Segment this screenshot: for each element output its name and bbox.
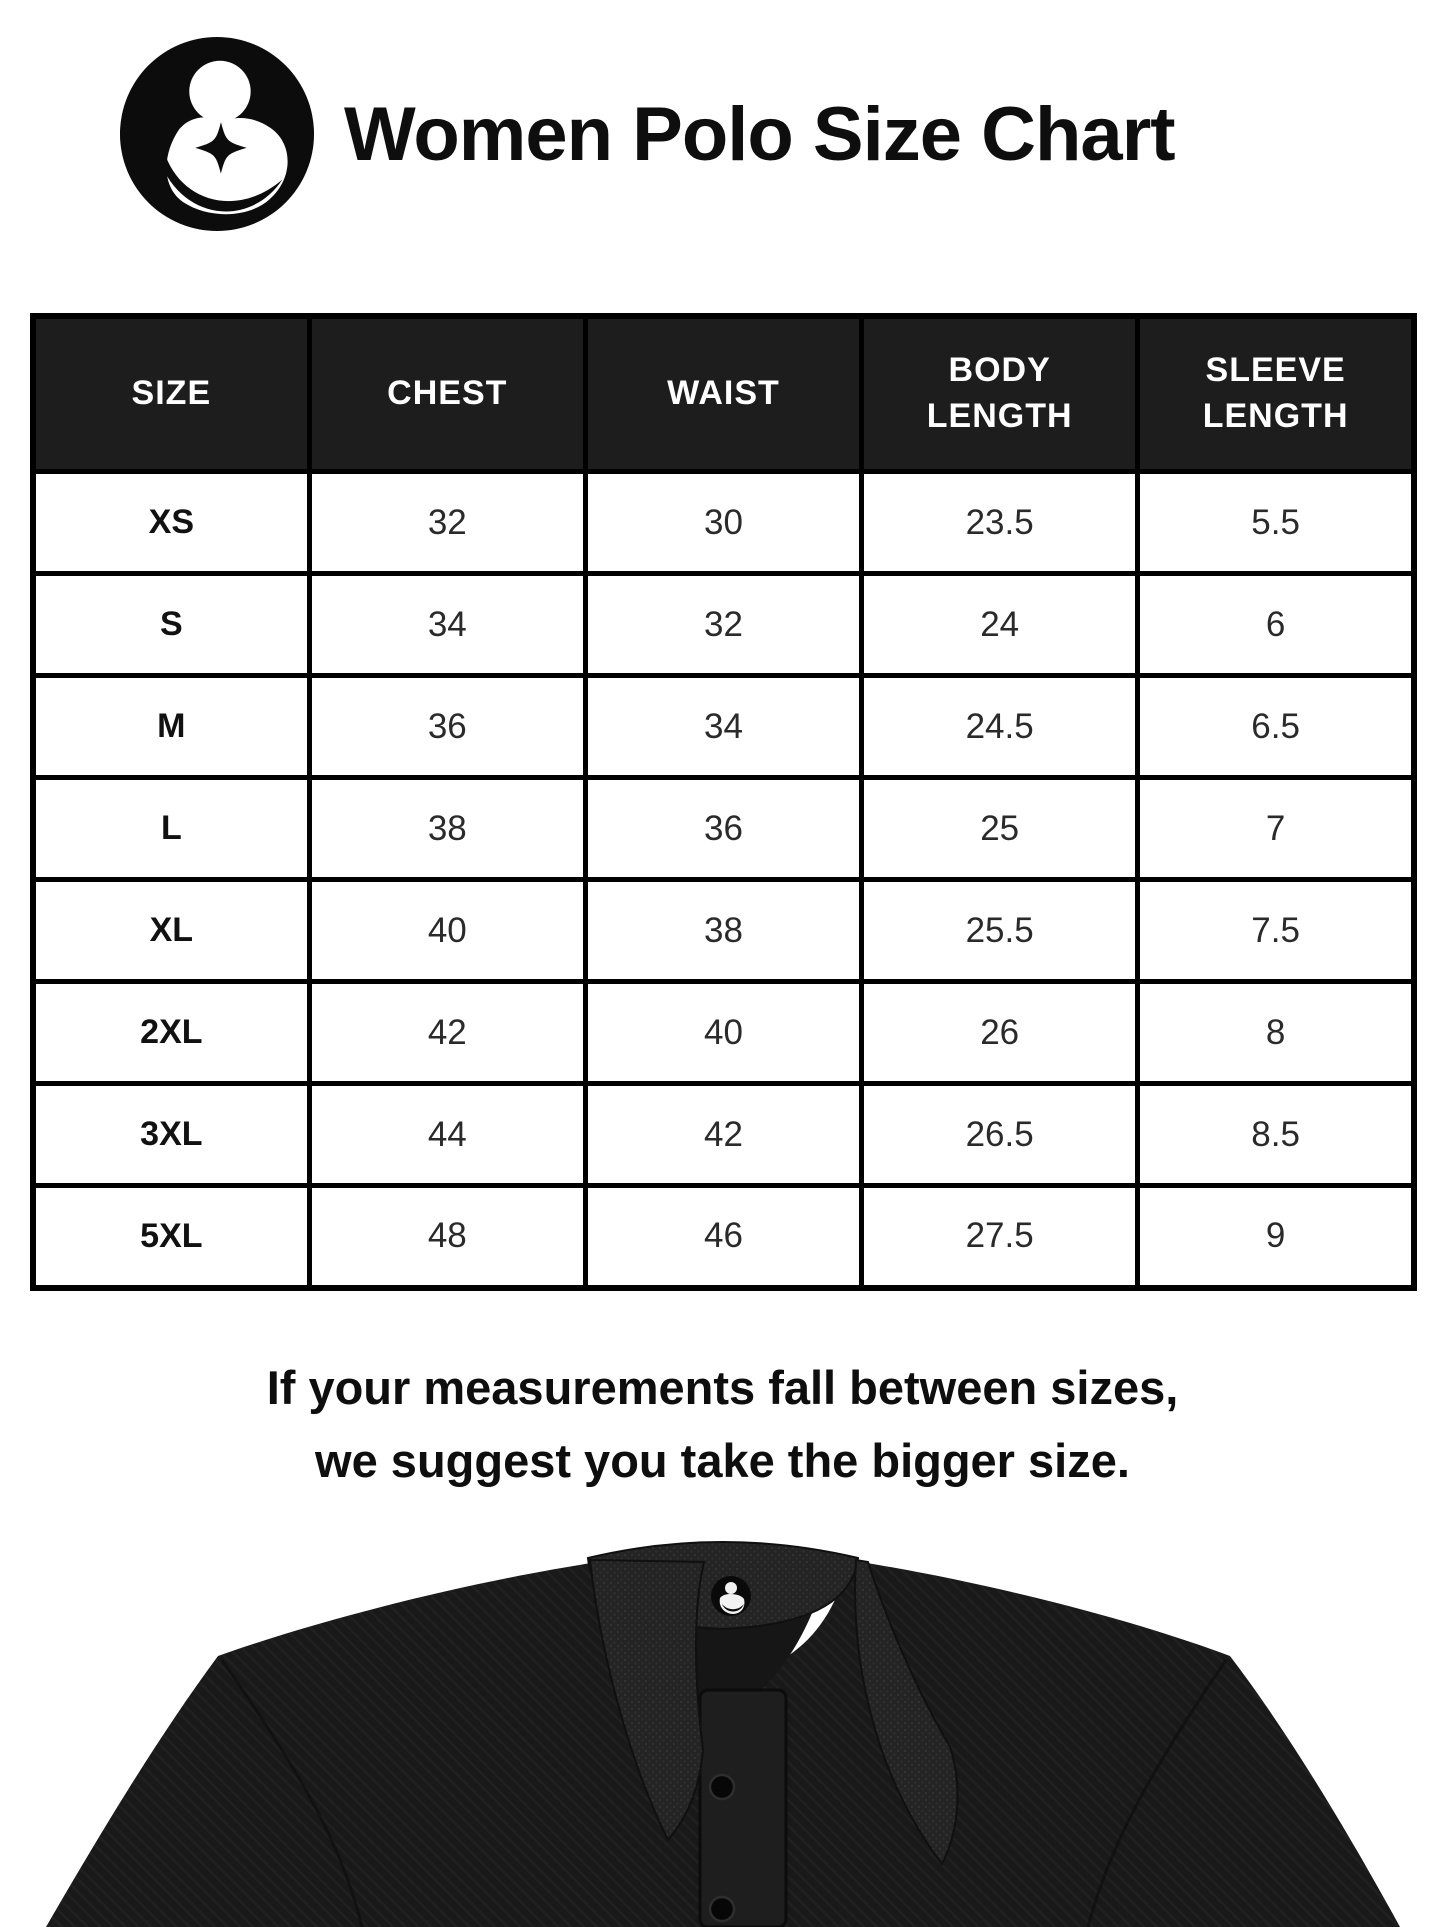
table-row — [33, 880, 1414, 982]
body-length-cell: 26.5 — [862, 1084, 1138, 1186]
polo-shirt-photo — [0, 1532, 1445, 1927]
column-header-body-length: BODY LENGTH — [862, 316, 1138, 472]
waist-cell: 32 — [585, 574, 861, 676]
page-title: Women Polo Size Chart — [344, 91, 1175, 177]
sleeve-length-cell: 9 — [1138, 1186, 1414, 1288]
sleeve-length-cell: 6.5 — [1138, 676, 1414, 778]
sleeve-length-cell: 8.5 — [1138, 1084, 1414, 1186]
size-cell: 5XL — [33, 1186, 309, 1288]
table-row — [33, 778, 1414, 880]
body-length-cell: 27.5 — [862, 1186, 1138, 1288]
body-length-cell: 23.5 — [862, 472, 1138, 574]
waist-cell: 38 — [585, 880, 861, 982]
size-cell: M — [33, 676, 309, 778]
body-length-cell: 25 — [862, 778, 1138, 880]
size-table-header — [33, 316, 1414, 472]
chest-cell: 42 — [309, 982, 585, 1084]
size-cell: S — [33, 574, 309, 676]
size-table-body — [33, 472, 1414, 1288]
table-row — [33, 574, 1414, 676]
brand-header — [118, 35, 1175, 233]
chest-cell: 38 — [309, 778, 585, 880]
size-cell: XL — [33, 880, 309, 982]
shirt-button — [710, 1897, 734, 1921]
shirt-button — [710, 1775, 734, 1799]
waist-cell: 42 — [585, 1084, 861, 1186]
fit-note — [0, 1352, 1445, 1498]
brand-logo-icon — [118, 35, 316, 233]
size-cell: 2XL — [33, 982, 309, 1084]
table-row — [33, 472, 1414, 574]
size-cell: 3XL — [33, 1084, 309, 1186]
waist-cell: 36 — [585, 778, 861, 880]
size-cell: L — [33, 778, 309, 880]
header-row — [33, 316, 1414, 472]
chest-cell: 44 — [309, 1084, 585, 1186]
waist-cell: 34 — [585, 676, 861, 778]
table-row — [33, 676, 1414, 778]
fit-note-line-2: we suggest you take the bigger size. — [315, 1433, 1130, 1487]
size-cell: XS — [33, 472, 309, 574]
waist-cell: 30 — [585, 472, 861, 574]
waist-cell: 40 — [585, 982, 861, 1084]
body-length-cell: 24.5 — [862, 676, 1138, 778]
chest-cell: 36 — [309, 676, 585, 778]
chest-cell: 34 — [309, 574, 585, 676]
body-length-cell: 25.5 — [862, 880, 1138, 982]
column-header-waist: WAIST — [585, 316, 861, 472]
table-row — [33, 1186, 1414, 1288]
chest-cell: 32 — [309, 472, 585, 574]
size-table — [30, 313, 1417, 1291]
column-header-sleeve-length: SLEEVE LENGTH — [1138, 316, 1414, 472]
collar-logo-icon — [711, 1576, 751, 1616]
body-length-cell: 24 — [862, 574, 1138, 676]
chest-cell: 48 — [309, 1186, 585, 1288]
table-row — [33, 982, 1414, 1084]
table-row — [33, 1084, 1414, 1186]
column-header-chest: CHEST — [309, 316, 585, 472]
sleeve-length-cell: 6 — [1138, 574, 1414, 676]
waist-cell: 46 — [585, 1186, 861, 1288]
shirt-placket — [700, 1690, 786, 1927]
sleeve-length-cell: 5.5 — [1138, 472, 1414, 574]
sleeve-length-cell: 7.5 — [1138, 880, 1414, 982]
column-header-size: SIZE — [33, 316, 309, 472]
sleeve-length-cell: 7 — [1138, 778, 1414, 880]
sleeve-length-cell: 8 — [1138, 982, 1414, 1084]
body-length-cell: 26 — [862, 982, 1138, 1084]
chest-cell: 40 — [309, 880, 585, 982]
fit-note-line-1: If your measurements fall between sizes, — [266, 1361, 1179, 1414]
size-table-container — [30, 313, 1417, 1291]
